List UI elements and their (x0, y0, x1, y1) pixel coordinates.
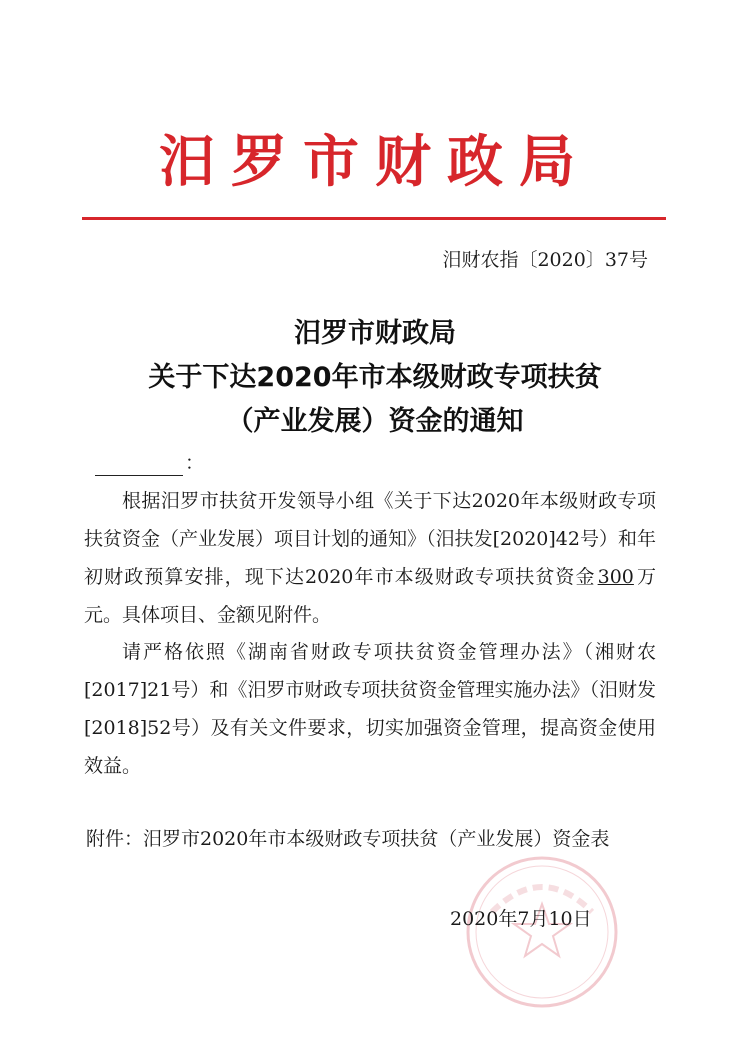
header-red-rule (82, 217, 666, 220)
addressee-line (95, 450, 204, 476)
body-paragraph-1 (84, 482, 656, 634)
issue-date: 2020年7月10日 (450, 908, 592, 930)
addressee-blank (95, 455, 183, 476)
p1-text-pre: 根据汨罗市扶贫开发领导小组《关于下达2020年本级财政专项扶贫资金（产业发展）项目计划的通知》（汨扶发[2020]42号）和年初财政预算安排，现下达2020年市本级财政专项扶贫资金 (84, 490, 656, 588)
p1-text-post: 万元。具体项目、金额见附件。 (84, 566, 656, 626)
header-org-name: 汨罗市财政局 (159, 130, 591, 195)
attachment-line: 附件：汨罗市2020年市本级财政专项扶贫（产业发展）资金表 (86, 828, 610, 850)
body-paragraph-2: 请严格依照《湖南省财政专项扶贫资金管理办法》（湘财农[2017]21号）和《汨罗市财政专项扶贫资金管理实施办法》（汨财发[2018]52号）及有关文件要求，切实加强资金管理，提高资金使用效益。 (84, 641, 656, 777)
addressee-colon: ： (185, 452, 205, 474)
title-line-3: （产业发展）资金的通知 (226, 406, 524, 437)
title-line-1: 汨罗市财政局 (294, 318, 456, 349)
p1-amount: 300 (597, 566, 634, 588)
document-title (0, 312, 750, 444)
document-number: 汨财农指〔2020〕37号 (442, 249, 648, 271)
title-line-2: 关于下达2020年市本级财政专项扶贫 (148, 362, 602, 393)
